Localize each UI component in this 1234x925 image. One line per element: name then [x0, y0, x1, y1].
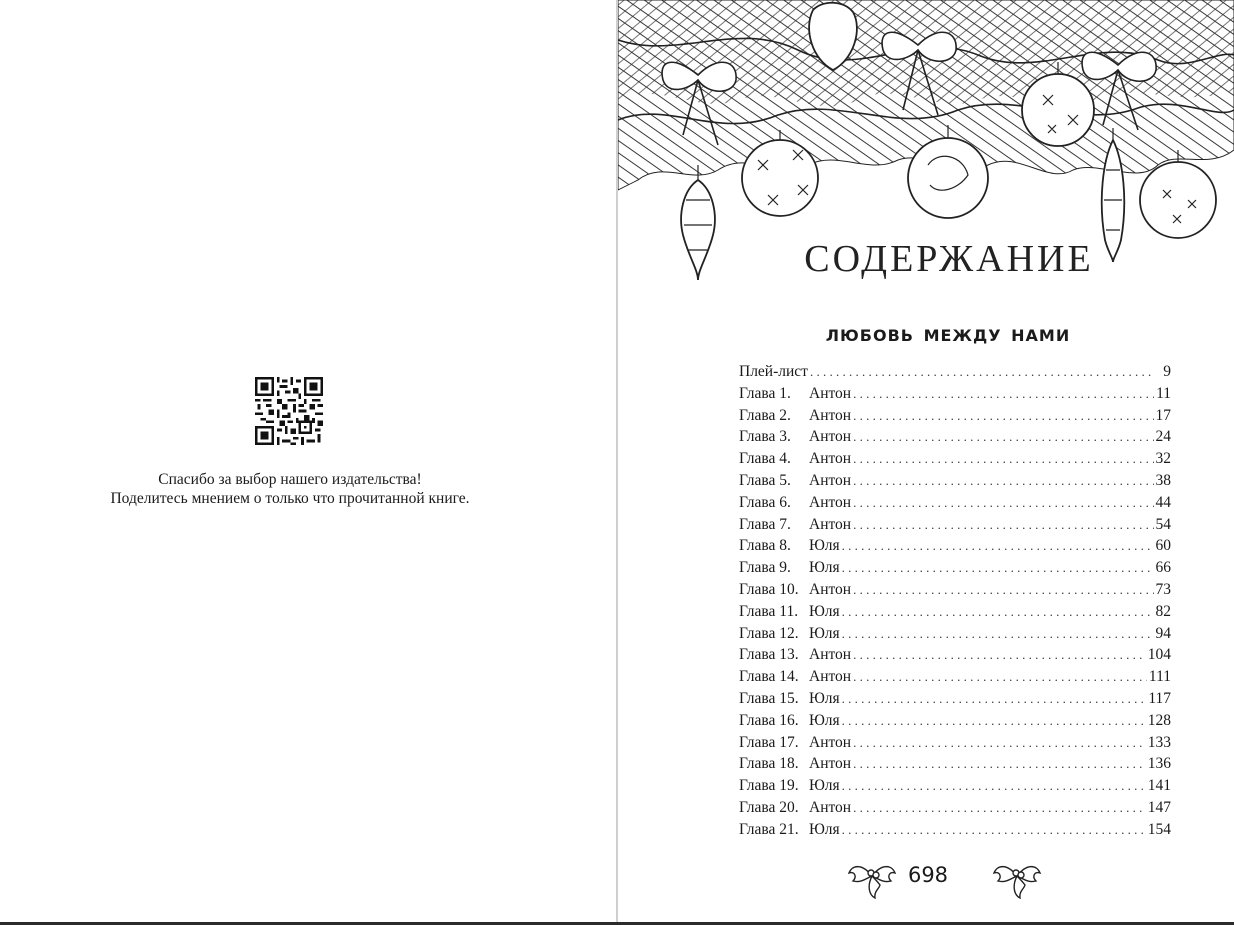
toc-entry[interactable] [739, 516, 1171, 538]
toc-chapter-title: Юля [809, 602, 840, 620]
toc-page-number: 9 [1163, 363, 1171, 380]
toc-chapter-number: Глава 15. [739, 689, 799, 707]
book-title: ЛЮБОВЬ МЕЖДУ НАМИ [825, 326, 1071, 345]
toc-dot-leader [853, 800, 1146, 816]
toc-chapter-title: Плей-лист [739, 363, 808, 380]
toc-page-number: 117 [1148, 689, 1171, 707]
toc-chapter-number: Глава 20. [739, 798, 799, 816]
toc-dot-leader [853, 386, 1154, 402]
toc-entry[interactable] [739, 625, 1171, 647]
toc-chapter-title: Антон [809, 733, 852, 751]
toc-dot-leader [842, 604, 1154, 620]
toc-entry[interactable] [739, 494, 1171, 516]
thanks-message [40, 470, 540, 508]
page-number: 698 [907, 863, 949, 887]
toc-chapter-title: Антон [809, 384, 852, 402]
toc-chapter-number: Глава 13. [739, 646, 799, 664]
toc-chapter-number: Глава 2. [739, 406, 791, 424]
toc-page-number: 147 [1147, 798, 1171, 816]
toc-dot-leader [853, 495, 1153, 511]
toc-chapter-number: Глава 7. [739, 515, 791, 533]
toc-chapter-number: Глава 6. [739, 493, 791, 511]
toc-chapter-title: Юля [809, 820, 840, 838]
toc-page-number: 154 [1147, 820, 1171, 838]
toc-page-number: 38 [1155, 471, 1171, 489]
toc-entry[interactable] [739, 581, 1171, 603]
toc-dot-leader [853, 582, 1153, 598]
thanks-line-1: Спасибо за выбор нашего издательства! [158, 471, 422, 488]
toc-dot-leader [853, 517, 1153, 533]
qr-code-icon[interactable] [255, 377, 323, 445]
toc-chapter-title: Антон [809, 798, 852, 816]
toc-entry[interactable] [739, 450, 1171, 472]
toc-page-number: 66 [1155, 559, 1171, 577]
toc-dot-leader [842, 713, 1146, 729]
toc-chapter-title: Юля [809, 711, 840, 729]
toc-dot-leader [842, 822, 1146, 838]
toc-dot-leader [853, 408, 1153, 424]
toc-page-number: 73 [1155, 580, 1171, 598]
toc-chapter-title: Антон [809, 668, 852, 686]
toc-page-number: 54 [1155, 515, 1171, 533]
toc-chapter-title: Антон [809, 428, 852, 446]
toc-dot-leader [853, 647, 1146, 663]
toc-page-number: 128 [1147, 711, 1171, 729]
toc-dot-leader [810, 364, 1155, 380]
toc-chapter-number: Глава 16. [739, 711, 799, 729]
toc-page-number: 104 [1147, 646, 1171, 664]
toc-dot-leader [853, 451, 1153, 467]
toc-chapter-title: Антон [809, 471, 852, 489]
toc-chapter-number: Глава 18. [739, 755, 799, 773]
toc-page-number: 94 [1155, 624, 1171, 642]
toc-entry[interactable] [739, 603, 1171, 625]
toc-chapter-number: Глава 19. [739, 777, 799, 795]
toc-chapter-title: Юля [809, 624, 840, 642]
toc-entry[interactable] [739, 777, 1171, 799]
toc-chapter-title: Антон [809, 755, 852, 773]
holly-sprig-icon [847, 853, 897, 899]
toc-page-number: 17 [1155, 406, 1171, 424]
toc-page-number: 111 [1148, 668, 1171, 686]
toc-entry[interactable] [739, 363, 1171, 385]
toc-chapter-number: Глава 21. [739, 820, 799, 838]
toc-chapter-number: Глава 8. [739, 537, 791, 555]
toc-dot-leader [853, 473, 1153, 489]
toc-page-number: 44 [1155, 493, 1171, 511]
toc-dot-leader [842, 691, 1147, 707]
toc-page-number: 32 [1155, 450, 1171, 468]
toc-entry[interactable] [739, 472, 1171, 494]
toc-entry[interactable] [739, 407, 1171, 429]
toc-dot-leader [853, 735, 1146, 751]
toc-dot-leader [842, 626, 1154, 642]
toc-dot-leader [853, 756, 1146, 772]
toc-entry[interactable] [739, 537, 1171, 559]
toc-entry[interactable] [739, 668, 1171, 690]
toc-chapter-number: Глава 4. [739, 450, 791, 468]
toc-chapter-title: Антон [809, 406, 852, 424]
toc-page-number: 11 [1156, 384, 1171, 402]
page-title: СОДЕРЖАНИЕ [804, 238, 1094, 280]
toc-entry[interactable] [739, 559, 1171, 581]
toc-entry[interactable] [739, 734, 1171, 756]
right-page [618, 0, 1234, 922]
toc-dot-leader [853, 669, 1147, 685]
toc-dot-leader [853, 429, 1153, 445]
toc-chapter-number: Глава 10. [739, 580, 799, 598]
toc-chapter-number: Глава 12. [739, 624, 799, 642]
toc-page-number: 24 [1155, 428, 1171, 446]
left-page [0, 0, 616, 922]
toc-chapter-title: Юля [809, 559, 840, 577]
toc-entry[interactable] [739, 385, 1171, 407]
toc-page-number: 133 [1147, 733, 1171, 751]
toc-chapter-number: Глава 1. [739, 384, 791, 402]
toc-chapter-title: Юля [809, 689, 840, 707]
toc-chapter-title: Антон [809, 493, 852, 511]
toc-chapter-number: Глава 11. [739, 602, 799, 620]
toc-page-number: 82 [1155, 602, 1171, 620]
thanks-line-2: Поделитесь мнением о только что прочитанной книге. [110, 490, 470, 507]
toc-chapter-title: Антон [809, 450, 852, 468]
holly-sprig-icon [992, 853, 1042, 899]
toc-entry[interactable] [739, 755, 1171, 777]
toc-chapter-title: Антон [809, 646, 852, 664]
toc-chapter-number: Глава 9. [739, 559, 791, 577]
toc-chapter-title: Антон [809, 580, 852, 598]
toc-chapter-number: Глава 14. [739, 668, 799, 686]
toc-dot-leader [842, 538, 1154, 554]
toc-entry[interactable] [739, 646, 1171, 668]
toc-chapter-title: Юля [809, 537, 840, 555]
toc-chapter-title: Антон [809, 515, 852, 533]
toc-entry[interactable] [739, 821, 1171, 843]
toc-page-number: 60 [1155, 537, 1171, 555]
toc-entry[interactable] [739, 799, 1171, 821]
toc-dot-leader [842, 560, 1154, 576]
toc-entry[interactable] [739, 712, 1171, 734]
table-of-contents [739, 363, 1171, 843]
toc-page-number: 136 [1147, 755, 1171, 773]
toc-entry[interactable] [739, 428, 1171, 450]
toc-entry[interactable] [739, 690, 1171, 712]
toc-chapter-number: Глава 17. [739, 733, 799, 751]
toc-chapter-number: Глава 5. [739, 471, 791, 489]
toc-chapter-title: Юля [809, 777, 840, 795]
toc-dot-leader [842, 778, 1146, 794]
toc-chapter-number: Глава 3. [739, 428, 791, 446]
toc-page-number: 141 [1147, 777, 1171, 795]
